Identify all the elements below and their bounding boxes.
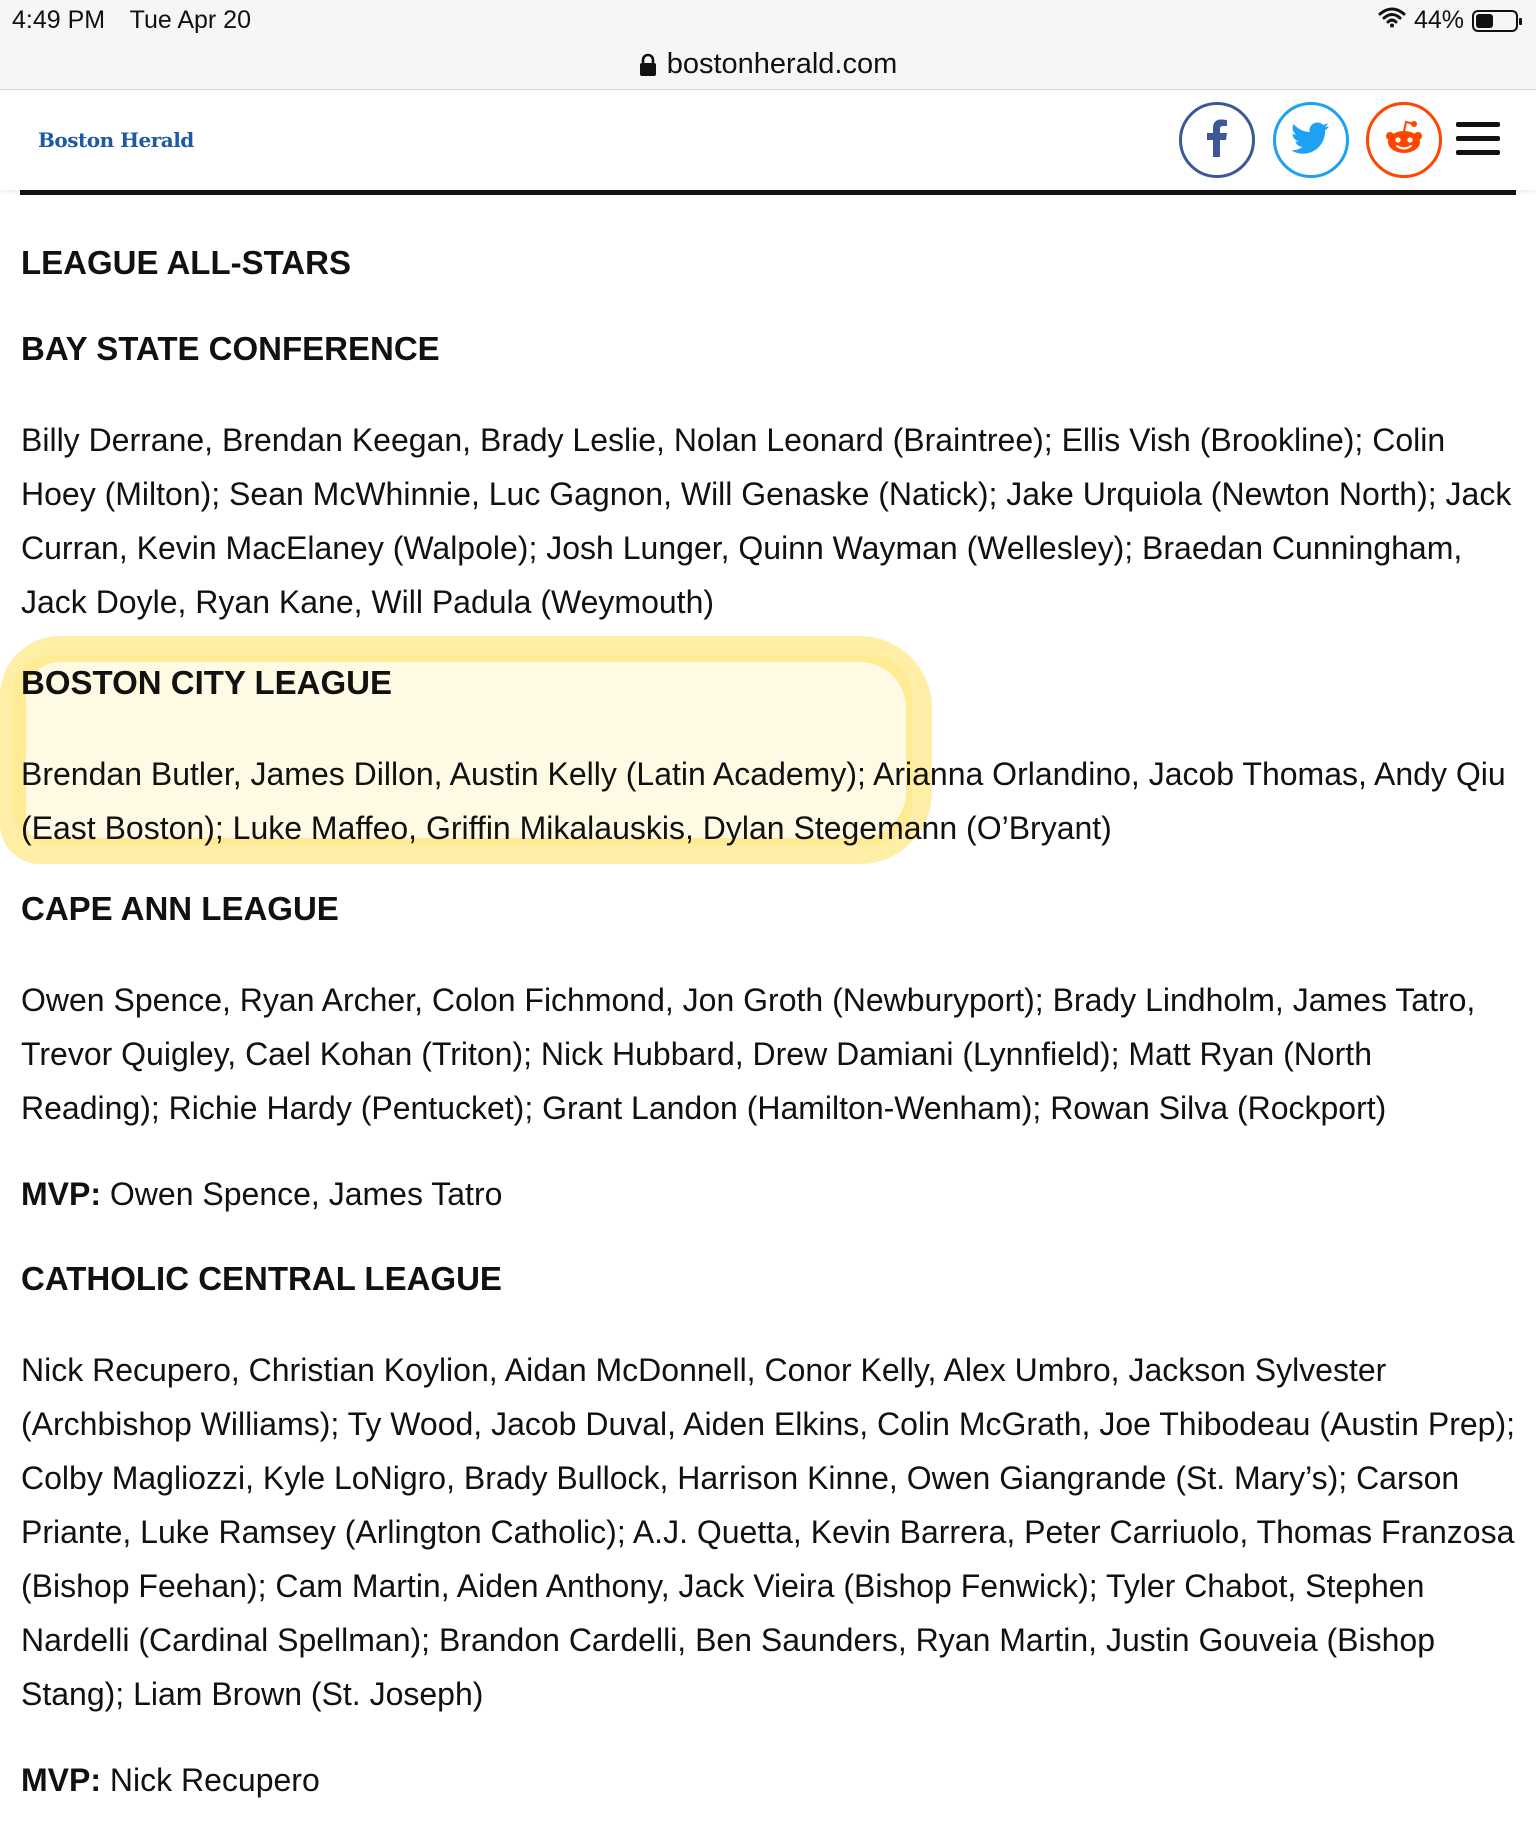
- menu-button[interactable]: [1456, 122, 1500, 156]
- battery-percent: 44%: [1413, 6, 1464, 34]
- cape-ann-heading: CAPE ANN LEAGUE: [21, 890, 339, 927]
- boston-city-list: Brendan Butler, James Dillon, Austin Kelly (Latin Academy); Arianna Orlandino, Jacob Thomas, Andy Qiu (East Boston); Luke Maffeo, Griffin Mikalauskis, Dylan Stegemann (O’Bryant): [21, 756, 1506, 846]
- cape-ann-mvp: [21, 1167, 1516, 1221]
- catholic-central-mvp-label: MVP:: [21, 1762, 101, 1798]
- twitter-icon: [1292, 122, 1330, 159]
- status-date: Tue Apr 20: [129, 6, 251, 34]
- site-logo[interactable]: Boston Herald: [38, 128, 194, 152]
- bay-state-list: Billy Derrane, Brendan Keegan, Brady Leslie, Nolan Leonard (Braintree); Ellis Vish (Brookline); Colin Hoey (Milton); Sean McWhinnie, Luc Gagnon, Will Genaske (Natick); Jake Urquiola (Newton North); Jack Curran, Kevin MacElaney (Walpole); Josh Lunger, Quinn Wayman (Wellesley); Braedan Cunningham, Jack Doyle, Ryan Kane, Will Padula (Weymouth): [21, 422, 1512, 620]
- article-body: [21, 205, 1516, 1843]
- lock-icon: [639, 53, 657, 77]
- reddit-share-button[interactable]: [1366, 102, 1442, 178]
- hamburger-menu-icon: [1456, 143, 1500, 160]
- catholic-central-mvp-value: Nick Recupero: [109, 1762, 320, 1798]
- site-header: [0, 90, 1536, 190]
- status-bar: [0, 0, 1536, 40]
- wifi-icon: [1378, 6, 1406, 35]
- cape-ann-list: Owen Spence, Ryan Archer, Colon Fichmond, Jon Groth (Newburyport); Brady Lindholm, James Tatro, Trevor Quigley, Cael Kohan (Triton); Nick Hubbard, Drew Damiani (Lynnfield); Matt Ryan (North Reading); Richie Hardy (Pentucket); Grant Landon (Hamilton-Wenham); Rowan Silva (Rockport): [21, 982, 1476, 1126]
- catholic-central-heading: CATHOLIC CENTRAL LEAGUE: [21, 1260, 502, 1297]
- bay-state-heading: BAY STATE CONFERENCE: [21, 330, 440, 367]
- facebook-icon: [1206, 119, 1228, 162]
- battery-nub: [1519, 18, 1522, 25]
- cape-ann-mvp-label: MVP:: [21, 1176, 101, 1212]
- twitter-share-button[interactable]: [1273, 102, 1349, 178]
- catholic-central-mvp: [21, 1753, 1516, 1807]
- status-right: [1378, 6, 1518, 35]
- reddit-icon: [1383, 120, 1425, 161]
- facebook-share-button[interactable]: [1179, 102, 1255, 178]
- status-time: 4:49 PM: [12, 6, 106, 34]
- address-bar[interactable]: [0, 40, 1536, 90]
- battery-icon: [1472, 10, 1518, 32]
- cape-ann-mvp-value: Owen Spence, James Tatro: [109, 1176, 503, 1212]
- header-rule: [20, 190, 1516, 195]
- url-text[interactable]: bostonherald.com: [666, 48, 898, 80]
- battery-fill: [1476, 14, 1493, 28]
- status-left: [12, 6, 269, 35]
- boston-city-heading: BOSTON CITY LEAGUE: [21, 664, 392, 701]
- catholic-central-list: Nick Recupero, Christian Koylion, Aidan McDonnell, Conor Kelly, Alex Umbro, Jackson Sylvester (Archbishop Williams); Ty Wood, Jacob Duval, Aiden Elkins, Colin McGrath, Joe Thibodeau (Austin Prep); Colby Magliozzi, Kyle LoNigro, Brady Bullock, Harrison Kinne, Owen Giangrande (St. Mary’s); Carson Priante, Luke Ramsey (Arlington Catholic); A.J. Quetta, Kevin Barrera, Peter Carriuolo, Thomas Franzosa (Bishop Feehan); Cam Martin, Aiden Anthony, Jack Vieira (Bishop Fenwick); Tyler Chabot, Stephen Nardelli (Cardinal Spellman); Brandon Cardelli, Ben Saunders, Ryan Martin, Justin Gouveia (Bishop Stang); Liam Brown (St. Joseph): [21, 1352, 1515, 1712]
- section-title: LEAGUE ALL-STARS: [21, 244, 351, 281]
